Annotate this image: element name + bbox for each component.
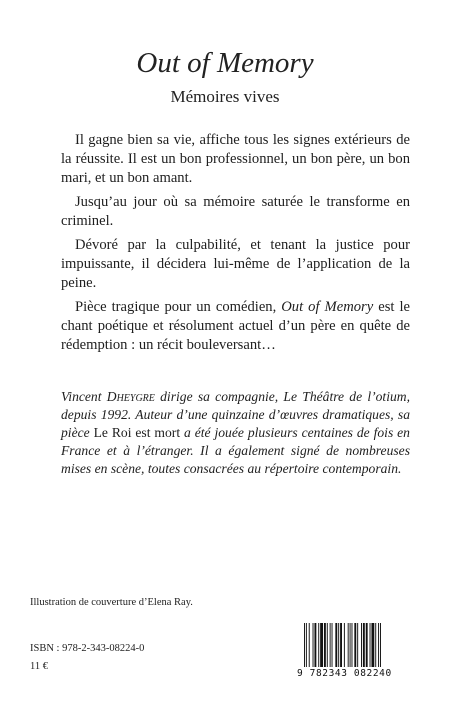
barcode-bar <box>340 623 342 667</box>
barcode-bar <box>320 623 323 667</box>
barcode-bar <box>380 623 381 667</box>
barcode-bar <box>366 623 368 667</box>
barcode-bar <box>332 623 333 667</box>
barcode-bar <box>361 623 362 667</box>
barcode <box>296 623 422 677</box>
author-first-name: Vincent <box>61 389 107 404</box>
blurb-paragraph: Dévoré par la culpabilité, et tenant la justice pour impuissante, il décidera lui-même de l’application de la peine. <box>61 237 410 291</box>
author-bio <box>61 388 410 478</box>
blurb-paragraph: Jusqu’au jour où sa mémoire saturée le transforme en criminel. <box>61 194 410 229</box>
author-last-name: Dheygre <box>106 389 155 404</box>
barcode-digits: 9 782343 082240 <box>297 668 392 679</box>
illustration-credit: Illustration de couverture d’Elena Ray. <box>30 597 193 608</box>
barcode-bar <box>304 623 305 667</box>
barcode-bar <box>309 623 310 667</box>
bio-play-title: Le Roi est mort <box>93 425 181 440</box>
barcode-bar <box>348 623 349 667</box>
barcode-bar <box>327 623 328 667</box>
barcode-bar <box>375 623 376 667</box>
barcode-bar <box>370 623 371 667</box>
barcode-bar <box>324 623 326 667</box>
barcode-bar <box>344 623 345 667</box>
barcode-bar <box>371 623 374 667</box>
bio-text: dirige sa compagnie, Le Théâtre de l’otium, depuis 1992. Auteur d’une quinzaine d’œuvres dramatiques, sa pièce <box>61 389 410 440</box>
blurb-paragraph <box>61 298 410 355</box>
back-cover-blurb <box>61 131 410 360</box>
barcode-bar <box>318 623 319 667</box>
barcode-bar <box>354 623 356 667</box>
barcode-bar <box>350 623 351 667</box>
barcode-bar <box>314 623 316 667</box>
barcode-bar <box>378 623 379 667</box>
barcode-bar <box>338 623 339 667</box>
blurb-text: Pièce tragique pour un comédien, <box>75 299 282 315</box>
book-title: Out of Memory <box>136 47 314 79</box>
bio-text: a été jouée plusieurs centaines de fois en France et à l’étranger. Il a également signé de nombreuses mises en scène, toutes consacrées au répertoire contemporain. <box>61 425 410 476</box>
blurb-text: est le chant poétique et résolument actuel d’un père en quête de rédemption : un récit bouleversant… <box>61 299 410 353</box>
barcode-bar <box>352 623 353 667</box>
barcode-bars <box>304 623 416 667</box>
barcode-bar <box>335 623 337 667</box>
book-subtitle: Mémoires vives <box>170 87 280 106</box>
barcode-bar <box>357 623 358 667</box>
barcode-bar <box>313 623 314 667</box>
barcode-bar <box>363 623 365 667</box>
barcode-bar <box>306 623 307 667</box>
barcode-bar <box>330 623 331 667</box>
isbn-number: ISBN : 978-2-343-08224-0 <box>30 643 145 654</box>
price: 11 € <box>30 661 48 672</box>
blurb-paragraph: Il gagne bien sa vie, affiche tous les signes extérieurs de la réussite. Il est un bon professionnel, un bon père, un bon mari, et un bon amant. <box>61 132 410 186</box>
blurb-title-ref: Out of Memory <box>281 299 374 315</box>
